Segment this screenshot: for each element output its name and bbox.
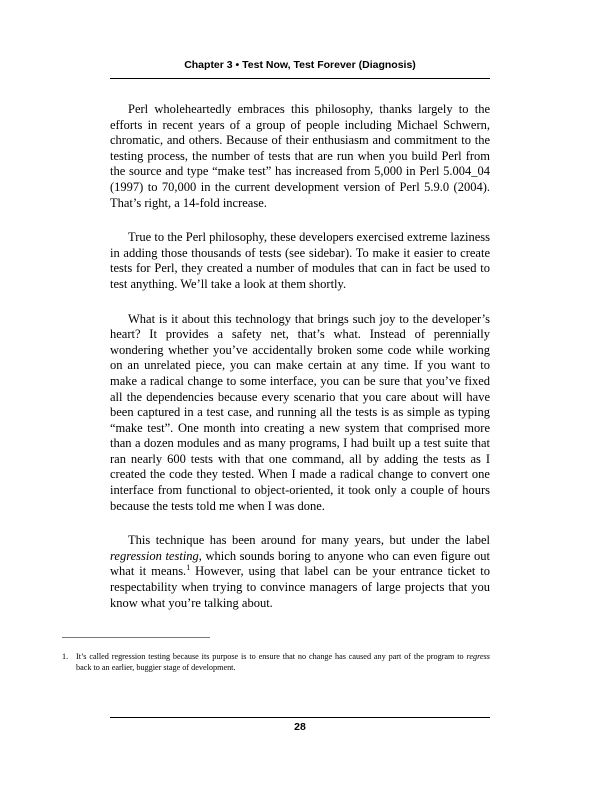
footer-rule [110,717,490,718]
footnote-text-after: back to an earlier, buggier stage of development. [76,662,236,672]
paragraph-4 [110,533,490,611]
footnote-number: 1. [62,652,69,661]
body-text [110,102,490,630]
paragraph-4-text-end: However, using that label can be your entrance ticket to respectability when trying to convince managers of large projects that you know what you’re talking about. [110,564,490,610]
header-rule [110,78,490,79]
regression-testing-emphasis: regression testing [110,548,199,563]
footnote-reference[interactable]: 1 [186,563,191,573]
running-header: Chapter 3 • Test Now, Test Forever (Diagnosis) [184,59,416,71]
footnote [62,652,490,673]
paragraph-4-text-middle: , which sounds boring to anyone who can even figure out what it means. [110,548,490,579]
paragraph-4-text-before: This technique has been around for many years, but under the label [128,533,490,548]
regress-emphasis: regress [466,652,490,661]
paragraph-2: True to the Perl philosophy, these developers exercised extreme laziness in adding those thousands of tests (see sidebar). To make it easier to create tests for Perl, they created a number of modules that can in fact be used to test anything. We’ll take a look at them shortly. [110,230,490,291]
paragraph-1: Perl wholeheartedly embraces this philosophy, thanks largely to the efforts in recent years of a group of people including Michael Schwern, chromatic, and others. Because of their enthusiasm and commitment to the testing process, the number of tests that are run when you build Perl from the source and type “make test” has increased from 5,000 in Perl 5.004_04 (1997) to 70,000 in the current development version of Perl 5.9.0 (2004). That’s right, a 14-fold increase. [110,102,490,210]
footnote-text [76,652,490,673]
page-number: 28 [294,721,306,733]
paragraph-3: What is it about this technology that brings such joy to the developer’s heart? It provides a safety net, that’s what. Instead of perennially wondering whether you’ve accidentally broken some code while working on an unrelated piece, you can make certain at any time. If you want to make a radical change to some interface, you can be sure that you’ve fixed all the dependencies because every scenario that you care about will have been captured in a test case, and running all the tests is as simple as typing “make test”. One month into creating a new system that comprised more than a dozen modules and as many programs, I had built up a test suite that ran nearly 600 tests with that one command, all by adding the tests as I created the code they tested. When I made a radical change to convert one interface from functional to object-oriented, it took only a couple of hours because the tests told me when I was done. [110,311,490,513]
footnote-rule [62,637,210,638]
footnote-text-before: It’s called regression testing because its purpose is to ensure that no change has caused any part of the program to [76,652,467,661]
